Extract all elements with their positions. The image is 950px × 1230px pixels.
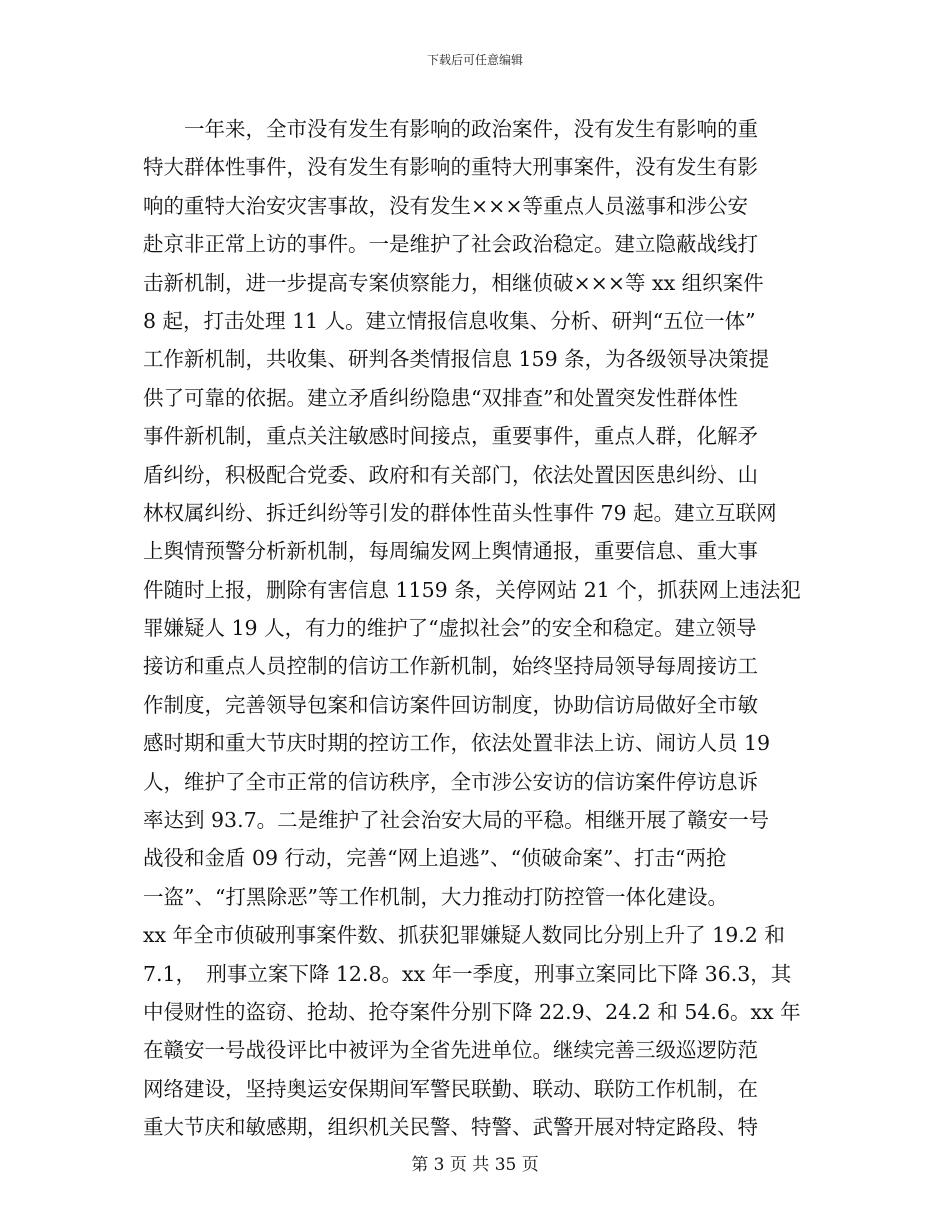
body-text (143, 110, 808, 1147)
text-line: 工作新机制，共收集、研判各类情报信息 159 条，为各级领导决策提 (143, 347, 770, 372)
text-line: 赴京非正常上访的事件。一是维护了社会政治稳定。建立隐蔽战线打 (143, 232, 758, 257)
text-line: 件随时上报，删除有害信息 1159 条，关停网站 21 个，抓获网上违法犯 (143, 577, 801, 602)
text-line: 率达到 93.7。二是维护了社会治安大局的平稳。相继开展了赣安一号 (143, 808, 770, 833)
text-line: 接访和重点人员控制的信访工作新机制，始终坚持局领导每周接访工 (143, 654, 758, 679)
text-line: 重大节庆和敏感期，组织机关民警、特警、武警开展对特定路段、特 (143, 1115, 758, 1140)
text-line: 8 起，打击处理 11 人。建立情报信息收集、分析、研判“五位一体” (143, 308, 756, 333)
text-line: 一年来，全市没有发生有影响的政治案件，没有发生有影响的重 (143, 117, 758, 141)
text-line: 战役和金盾 09 行动，完善“网上追逃”、“侦破命案”、打击“两抢 (143, 846, 727, 871)
text-line: 7.1， 刑事立案下降 12.8。xx 年一季度，刑事立案同比下降 36.3，其 (143, 961, 792, 986)
header-note: 下载后可任意编辑 (426, 53, 523, 67)
text-line: xx 年全市侦破刑事案件数、抓获犯罪嫌疑人数同比分别上升了 19.2 和 (143, 923, 785, 948)
text-line: 供了可靠的依据。建立矛盾纠纷隐患“双排查”和处置突发性群体性 (143, 385, 738, 410)
text-line: 罪嫌疑人 19 人，有力的维护了“虚拟社会”的安全和稳定。建立领导 (143, 616, 757, 641)
text-line: 事件新机制，重点关注敏感时间接点，重要事件，重点人群，化解矛 (143, 424, 758, 449)
text-line: 人，维护了全市正常的信访秩序，全市涉公安访的信访案件停访息诉 (143, 769, 758, 794)
text-line: 在赣安一号战役评比中被评为全省先进单位。继续完善三级巡逻防范 (143, 1038, 758, 1063)
text-line: 中侵财性的盗窃、抢劫、抢夺案件分别下降 22.9、24.2 和 54.6。xx 年 (143, 999, 801, 1024)
text-line: 一盗”、“打黑除恶”等工作机制，大力推动打防控管一体化建设。 (143, 884, 728, 909)
text-line: 击新机制，进一步提高专案侦察能力，相继侦破×××等 xx 组织案件 (143, 270, 764, 295)
text-line: 作制度，完善领导包案和信访案件回访制度，协助信访局做好全市敏 (143, 692, 758, 717)
text-line: 林权属纠纷、拆迁纠纷等引发的群体性苗头性事件 79 起。建立互联网 (143, 500, 777, 525)
text-line: 网络建设，坚持奥运安保期间军警民联勤、联动、联防工作机制，在 (143, 1076, 758, 1101)
page-number-footer: 第 3 页 共 35 页 (411, 1155, 539, 1175)
text-line: 上舆情预警分析新机制，每周编发网上舆情通报，重要信息、重大事 (143, 539, 758, 564)
text-line: 感时期和重大节庆时期的控访工作，依法处置非法上访、闹访人员 19 (143, 731, 771, 756)
text-line: 特大群体性事件，没有发生有影响的重特大刑事案件，没有发生有影 (143, 155, 758, 180)
text-line: 响的重特大治安灾害事故，没有发生×××等重点人员滋事和涉公安 (143, 193, 749, 218)
text-line: 盾纠纷，积极配合党委、政府和有关部门，依法处置因医患纠纷、山 (143, 462, 758, 487)
